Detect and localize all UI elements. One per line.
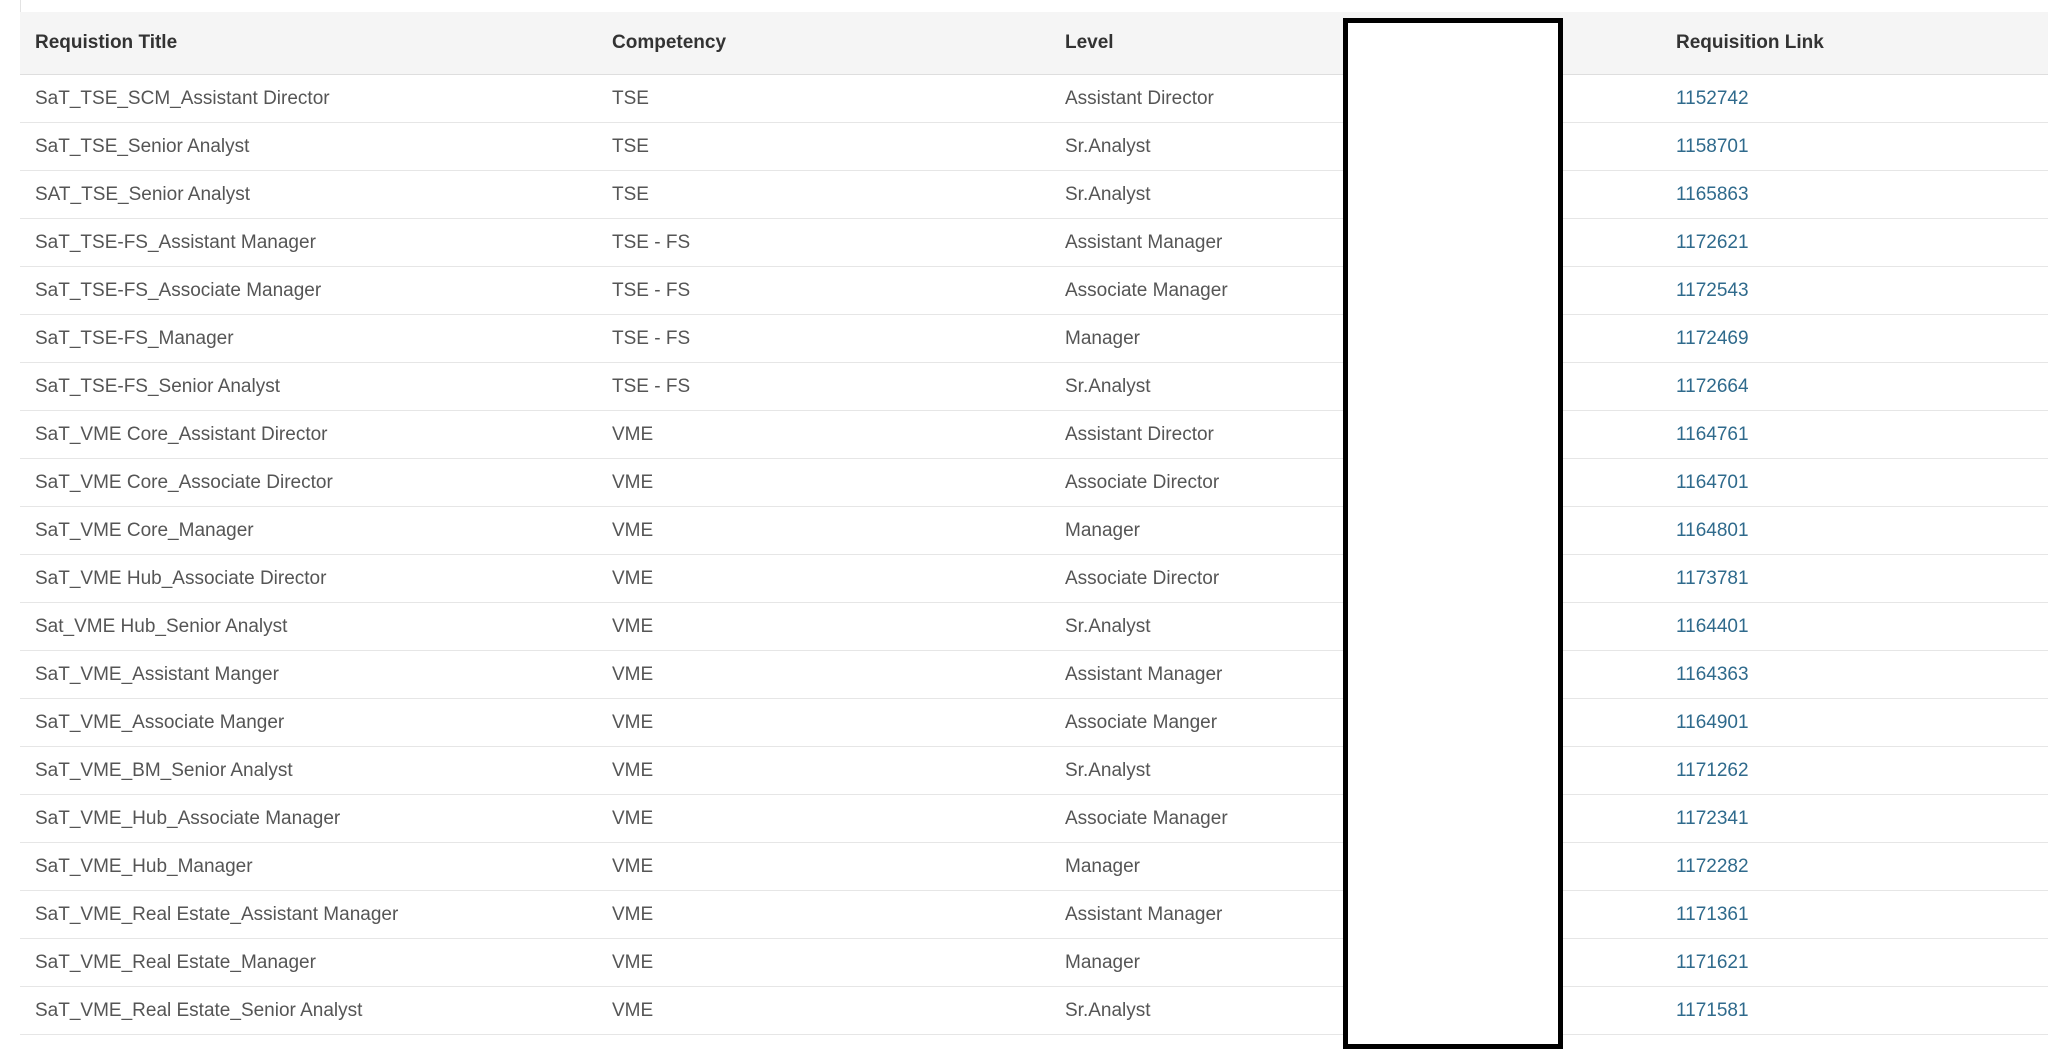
requisition-link[interactable]: 1171621 (1676, 951, 1749, 973)
requisition-link[interactable]: 1172282 (1676, 855, 1749, 877)
table-row (20, 315, 2048, 363)
competency-cell: TSE (612, 135, 649, 157)
level-cell: Sr.Analyst (1065, 135, 1151, 157)
competency-cell: VME (612, 519, 654, 541)
competency-cell: VME (612, 903, 654, 925)
requisition-link[interactable]: 1164363 (1676, 663, 1749, 685)
competency-cell: VME (612, 855, 654, 877)
table-row (20, 171, 2048, 219)
level-cell: Associate Director (1065, 471, 1220, 493)
header-competency[interactable]: Competency (612, 32, 727, 53)
requisition-title-cell: SaT_VME_Real Estate_Senior Analyst (35, 999, 363, 1021)
level-cell: Manager (1065, 327, 1140, 349)
competency-cell: VME (612, 567, 654, 589)
requisition-title-cell: SaT_VME Hub_Associate Director (35, 567, 327, 589)
requisition-title-cell: SaT_VME_Real Estate_Manager (35, 951, 316, 973)
requisition-link[interactable]: 1172664 (1676, 375, 1749, 397)
header-level[interactable]: Level (1065, 32, 1114, 53)
level-cell: Assistant Manager (1065, 903, 1223, 925)
level-cell: Assistant Manager (1065, 663, 1223, 685)
requisition-title-cell: SaT_VME Core_Associate Director (35, 471, 333, 493)
competency-cell: VME (612, 759, 654, 781)
header-requisition-title[interactable]: Requistion Title (35, 32, 178, 53)
competency-cell: VME (612, 663, 654, 685)
level-cell: Manager (1065, 951, 1140, 973)
competency-cell: TSE (612, 87, 649, 109)
requisition-table (20, 12, 2048, 1035)
table-row (20, 555, 2048, 603)
competency-cell: TSE - FS (612, 279, 691, 301)
table-row (20, 699, 2048, 747)
table-row (20, 939, 2048, 987)
requisition-title-cell: SaT_TSE-FS_Associate Manager (35, 279, 322, 301)
competency-cell: TSE (612, 183, 649, 205)
requisition-link[interactable]: 1164901 (1676, 711, 1749, 733)
requisition-link[interactable]: 1171581 (1676, 999, 1749, 1021)
header-requisition-link[interactable]: Requisition Link (1676, 32, 1824, 53)
requisition-title-cell: SaT_VME_BM_Senior Analyst (35, 759, 293, 781)
level-cell: Sr.Analyst (1065, 615, 1151, 637)
table-row (20, 267, 2048, 315)
competency-cell: TSE - FS (612, 231, 691, 253)
level-cell: Sr.Analyst (1065, 183, 1151, 205)
table-row (20, 795, 2048, 843)
requisition-link[interactable]: 1171262 (1676, 759, 1749, 781)
page-divider (20, 0, 21, 12)
requisition-link[interactable]: 1172341 (1676, 807, 1749, 829)
competency-cell: VME (612, 615, 654, 637)
table-row (20, 75, 2048, 123)
competency-cell: VME (612, 711, 654, 733)
requisition-link[interactable]: 1171361 (1676, 903, 1749, 925)
table-row (20, 363, 2048, 411)
level-cell: Sr.Analyst (1065, 759, 1151, 781)
level-cell: Associate Manger (1065, 711, 1218, 733)
level-cell: Sr.Analyst (1065, 999, 1151, 1021)
table-body (20, 75, 2048, 1035)
requisition-title-cell: SaT_VME_Associate Manger (35, 711, 285, 733)
level-cell: Manager (1065, 855, 1140, 877)
requisition-title-cell: SaT_TSE-FS_Assistant Manager (35, 231, 316, 253)
requisition-title-cell: SaT_TSE_SCM_Assistant Director (35, 87, 330, 109)
level-cell: Associate Director (1065, 567, 1220, 589)
requisition-title-cell: SaT_VME Core_Assistant Director (35, 423, 328, 445)
level-cell: Associate Manager (1065, 279, 1228, 301)
table-row (20, 891, 2048, 939)
requisition-link[interactable]: 1152742 (1676, 87, 1749, 109)
requisition-link[interactable]: 1164401 (1676, 615, 1749, 637)
requisition-link[interactable]: 1164701 (1676, 471, 1749, 493)
competency-cell: VME (612, 951, 654, 973)
requisition-title-cell: SAT_TSE_Senior Analyst (35, 183, 251, 205)
table-row (20, 987, 2048, 1035)
level-cell: Associate Manager (1065, 807, 1228, 829)
requisition-link[interactable]: 1172469 (1676, 327, 1749, 349)
level-cell: Assistant Manager (1065, 231, 1223, 253)
competency-cell: VME (612, 807, 654, 829)
table-row (20, 507, 2048, 555)
table-row (20, 651, 2048, 699)
requisition-link[interactable]: 1158701 (1676, 135, 1749, 157)
table-header-row (20, 12, 2048, 75)
requisition-link[interactable]: 1173781 (1676, 567, 1749, 589)
requisition-link[interactable]: 1164801 (1676, 519, 1749, 541)
competency-cell: VME (612, 999, 654, 1021)
level-cell: Assistant Director (1065, 87, 1214, 109)
requisition-link[interactable]: 1172621 (1676, 231, 1749, 253)
redaction-box (1343, 18, 1563, 1049)
table-row (20, 747, 2048, 795)
competency-cell: TSE - FS (612, 375, 691, 397)
level-cell: Assistant Director (1065, 423, 1214, 445)
requisition-link[interactable]: 1165863 (1676, 183, 1749, 205)
competency-cell: VME (612, 423, 654, 445)
competency-cell: VME (612, 471, 654, 493)
level-cell: Sr.Analyst (1065, 375, 1151, 397)
table-row (20, 843, 2048, 891)
requisition-title-cell: SaT_VME_Assistant Manger (35, 663, 279, 685)
requisition-title-cell: SaT_VME_Hub_Associate Manager (35, 807, 341, 829)
requisition-title-cell: SaT_VME_Hub_Manager (35, 855, 253, 877)
requisition-title-cell: SaT_TSE_Senior Analyst (35, 135, 250, 157)
requisition-title-cell: SaT_TSE-FS_Manager (35, 327, 234, 349)
requisition-title-cell: SaT_VME_Real Estate_Assistant Manager (35, 903, 399, 925)
level-cell: Manager (1065, 519, 1140, 541)
requisition-link[interactable]: 1172543 (1676, 279, 1749, 301)
competency-cell: TSE - FS (612, 327, 691, 349)
requisition-title-cell: SaT_VME Core_Manager (35, 519, 254, 541)
table-row (20, 411, 2048, 459)
table-row (20, 219, 2048, 267)
table-row (20, 603, 2048, 651)
table-row (20, 123, 2048, 171)
table-row (20, 459, 2048, 507)
requisition-title-cell: SaT_TSE-FS_Senior Analyst (35, 375, 280, 397)
requisition-link[interactable]: 1164761 (1676, 423, 1749, 445)
requisition-title-cell: Sat_VME Hub_Senior Analyst (35, 615, 288, 637)
